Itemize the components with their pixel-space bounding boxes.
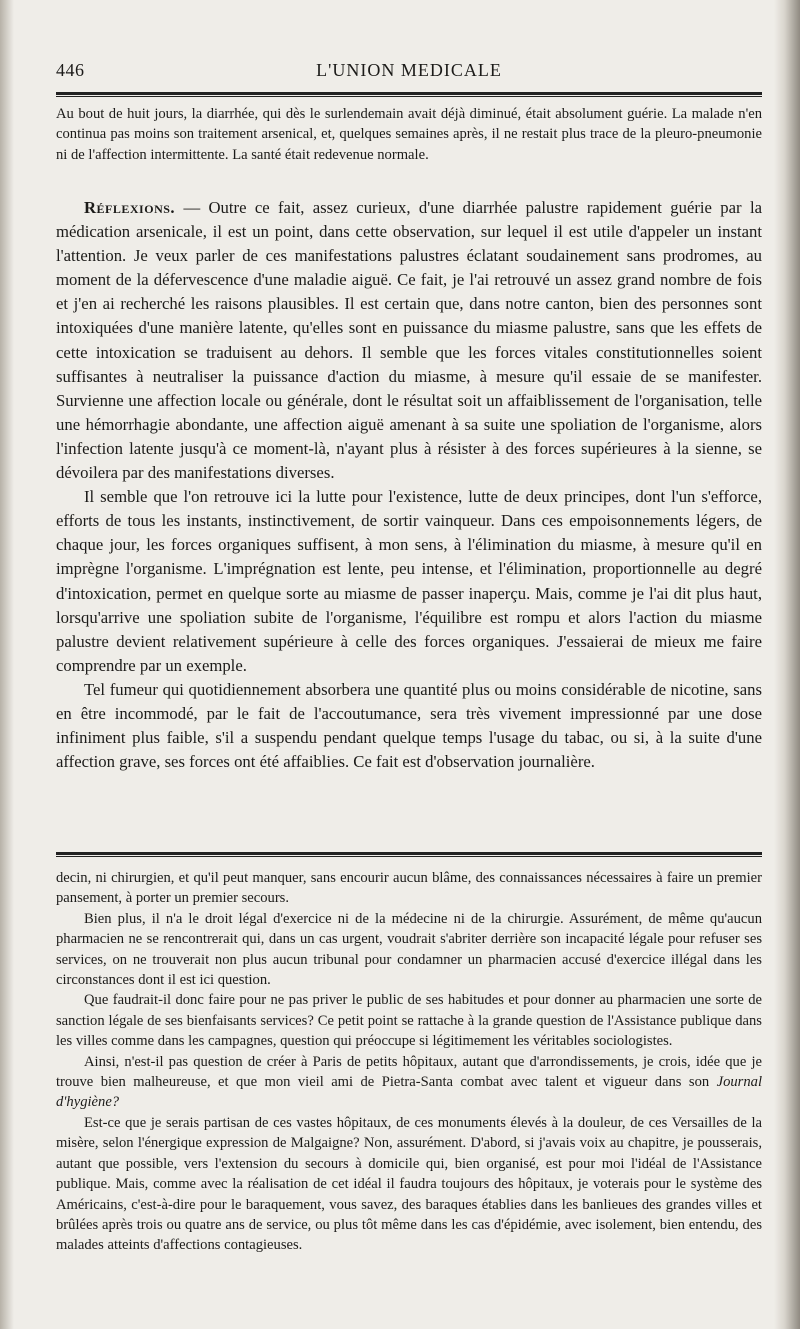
reflexions-section <box>56 196 762 774</box>
reflexions-paragraph-1 <box>56 196 762 485</box>
feuilleton-rule <box>56 852 762 857</box>
page-number: 446 <box>56 60 85 80</box>
feuilleton-paragraph-4-text: Ainsi, n'est-il pas question de créer à Paris de petits hôpitaux, autant que d'arrondissements, je crois, idée que je trouve bien malheureuse, et que mon vieil ami de Pietra-Santa combat avec talent et vigueur dans son <box>56 1053 762 1091</box>
feuilleton-paragraph-3: Que faudrait-il donc faire pour ne pas priver le public de ses habitudes et pour donner au pharmacien une sorte de sanction légale de ses bienfaisants services? Ce petit point se rattache à la grande question de l'Assistance publique dans les villes comme dans les campagnes, question qui préoccupe si légitimement les véritables sociologistes. <box>56 992 762 1050</box>
journal-reference: Journal d'hygiène? <box>56 1074 762 1111</box>
feuilleton-section <box>56 868 762 1256</box>
case-conclusion <box>56 104 762 165</box>
feuilleton-paragraph-1: decin, ni chirurgien, et qu'il peut manquer, sans encourir aucun blâme, des connaissances nécessaires à faire un premier pansement, à porter un premier secours. <box>56 870 762 907</box>
case-conclusion-paragraph: Au bout de huit jours, la diarrhée, qui dès le surlendemain avait déjà diminué, était absolument guérie. La malade n'en continua pas moins son traitement arsenical, et, quelques semaines après, il ne restait plus trace de la pleuro-pneumonie ni de l'affection intermittente. La santé était redevenue normale. <box>56 106 762 163</box>
feuilleton-paragraph-4 <box>56 1052 762 1113</box>
reflexions-paragraph-1-text: — Outre ce fait, assez curieux, d'une diarrhée palustre rapidement guérie par la médication arsenicale, il est un point, dans cette observation, sur lequel il est utile d'appeler un instant l'attention. Je veux parler de ces manifestations palustres éclatant soudainement sans prodromes, au moment de la défervescence d'une maladie aiguë. Ce fait, je l'ai retrouvé un assez grand nombre de fois et j'en ai recherché les raisons plausibles. Il est certain que, dans notre canton, bien des personnes sont intoxiquées d'une manière latente, qu'elles sont en puissance du miasme palustre, sans que les effets de cette intoxication se traduisent au dehors. Il semble que les forces vitales constitutionnelles soient suffisantes à neutraliser la puissance d'action du miasme, à mesure qu'il essaie de se manifester. Survienne une affection locale ou générale, dont le résultat soit un affaiblissement de l'organisation, telle une hémorrhagie abondante, une affection aiguë amenant à sa suite une spoliation de l'organisme, alors l'infection latente jusqu'à ce moment-là, n'ayant plus à résister à des forces supérieures à la sienne, se dévoilera par des manifestations diverses. <box>56 198 763 483</box>
reflexions-paragraph-3: Tel fumeur qui quotidiennement absorbera une quantité plus ou moins considérable de nicotine, sans en être incommodé, par le fait de l'accoutumance, sera très vivement impressionné par une dose infiniment plus faible, s'il a suspendu pendant quelque temps l'usage du tabac, ou si, à la suite d'une affection grave, ses forces ont été affaiblies. Ce fait est d'observation journalière. <box>56 679 762 772</box>
reflexions-label: Réflexions. <box>84 198 176 217</box>
header-rule <box>56 92 762 97</box>
feuilleton-paragraph-5: Est-ce que je serais partisan de ces vastes hôpitaux, de ces monuments élevés à la douleur, de ces Versailles de la misère, selon l'énergique expression de Malgaigne? Non, assurément. D'abord, si j'avais voix au chapitre, je pousserais, autant que possible, vers l'extension du secours à domicile qui, bien organisé, est pour moi l'idéal de l'Assistance publique. Mais, comme avec la réalisation de cet idéal il faudra toujours des hôpitaux, je voterais pour le système des Américains, c'est-à-dire pour le baraquement, vous savez, des baraques établies dans les banlieues des grandes villes et brûlées après trois ou quatre ans de service, ou plus tôt même dans les cas d'épidémie, avec isolement, bien entendu, des malades atteints d'affections contagieuses. <box>56 1114 762 1254</box>
feuilleton-paragraph-2: Bien plus, il n'a le droit légal d'exercice ni de la médecine ni de la chirurgie. Assurément, de même qu'aucun pharmacien ne se rencontrerait qui, dans un cas urgent, voudrait s'abriter derrière son incapacité légale pour refuser ses services, on ne trouverait non plus aucun tribunal pour condamner un pharmacien accusé d'exercice illégal dans les circonstances dont il est ici question. <box>56 910 762 989</box>
reflexions-paragraph-2: Il semble que l'on retrouve ici la lutte pour l'existence, lutte de deux principes, dont l'un s'efforce, efforts de tous les instants, instinctivement, de sortir vainqueur. Dans ces empoisonnements légers, de chaque jour, les forces organiques suffisent, à mon sens, à l'élimination du miasme, à mesure qu'il en imprègne l'organisme. L'imprégnation est lente, peu intense, et l'élimination, proportionnelle au degré d'intoxication, permet en quelque sorte au miasme de passer inaperçu. Mais, comme je l'ai dit plus haut, lorsqu'arrive une spoliation subite de l'organisme, l'équilibre est rompu et alors l'action du miasme palustre devient relativement supérieure à celle des forces organiques. J'essaierai de mieux me faire comprendre par un exemple. <box>56 487 762 675</box>
journal-title: L'UNION MEDICALE <box>316 60 502 80</box>
page-header <box>56 60 762 90</box>
